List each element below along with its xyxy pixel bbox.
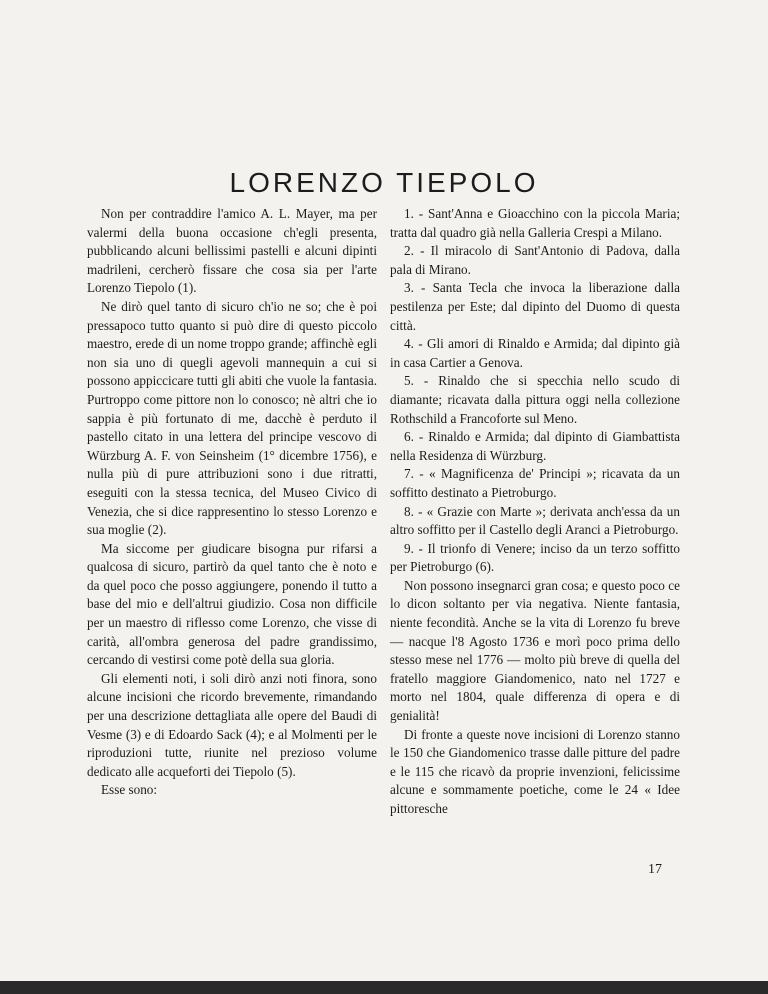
page-number: 17 <box>648 862 662 877</box>
list-item: 3. - Santa Tecla che invoca la liberazione dalla pestilenza per Este; dal dipinto del Duomo di questa città. <box>390 280 680 333</box>
list-item: 8. - « Grazie con Marte »; derivata anch'essa da un altro soffitto per il Castello degli Aranci a Pietroburgo. <box>390 503 680 538</box>
paragraph: Gli elementi noti, i soli dirò anzi noti finora, sono alcune incisioni che ricordo brevemente, rimandando per una descrizione dettagliata alle opere del Baudi di Vesme (3) e di Edoardo Sack (4); e al Molmenti per le riproduzioni tutte, riunite nel prezioso volume dedicato alle acqueforti dei Tiepolo (5). <box>87 670 377 779</box>
paragraph: Non possono insegnarci gran cosa; e questo poco ce lo dicon soltanto per via negativa. Niente fantasia, niente fecondità. Anche se la vita di Lorenzo fu breve — nacque l'8 Agosto 1736 e morì poco prima dello stesso mese nel 1776 — molto più breve di quella del fratello maggiore Giandomenico, nato nel 1727 e morto nel 1804, quale differenza di opera e di genialità! <box>390 577 680 724</box>
paragraph: Non per contraddire l'amico A. L. Mayer, ma per valermi della buona occasione ch'egli presenta, pubblicando alcuni bellissimi pastelli e alcuni dipinti madrileni, cercherò fissare che cosa sia per l'arte Lorenzo Tiepolo (1). <box>87 206 377 296</box>
right-column <box>390 205 680 819</box>
paragraph: Ne dirò quel tanto di sicuro ch'io ne so; che è poi pressapoco tutto quanto si può dire di questo piccolo maestro, erede di un nome troppo grande; affinchè egli non sia uno di quegli agevoli mannequin a cui si possono appiccicare tutti gli abiti che vuole la fantasia. Purtroppo come pittore non lo conosco; nè altri che io sappia è più fortunato di me, dacchè è perduto il pastello citato in una lettera del principe vescovo di Würzburg A. F. von Seinsheim (1° dicembre 1756), e nulla più di pure attribuzioni sono i due ritratti, eseguiti con la stessa tecnica, del Museo Civico di Venezia, che si dice rappresentino lo stesso Lorenzo e sua moglie (2). <box>87 298 377 538</box>
list-item: 5. - Rinaldo che si specchia nello scudo di diamante; ricavata dalla pittura oggi nella collezione Rothschild a Francoforte sul Meno. <box>390 373 680 426</box>
list-item: 4. - Gli amori di Rinaldo e Armida; dal dipinto già in casa Cartier a Genova. <box>390 336 680 370</box>
article-title: LORENZO TIEPOLO <box>229 166 539 198</box>
paragraph: Di fronte a queste nove incisioni di Lorenzo stanno le 150 che Giandomenico trasse dalle pitture del padre e le 115 che ricavò da proprie invenzioni, felicissime alcune e sommamente poetiche, come le 24 « Idee pittoresche <box>390 726 680 816</box>
paragraph: Ma siccome per giudicare bisogna pur rifarsi a qualcosa di sicuro, partirò da quel tanto che è noto e da quel poco che posso aggiungere, ponendo il tutto a base del mio e dell'altrui giudizio. Cosa non difficile per un maestro di riflesso come Lorenzo, che visse di carità, all'ombra generosa del padre grandissimo, cercando di vestirsi come potè della sua gloria. <box>87 540 377 668</box>
list-item: 7. - « Magnificenza de' Principi »; ricavata da un soffitto destinato a Pietroburgo. <box>390 466 680 500</box>
paragraph: Esse sono: <box>101 782 158 798</box>
scan-edge <box>0 981 768 994</box>
list-item: 2. - Il miracolo di Sant'Antonio di Padova, dalla pala di Mirano. <box>390 243 680 277</box>
list-item: 9. - Il trionfo di Venere; inciso da un terzo soffitto per Pietroburgo (6). <box>390 540 680 575</box>
list-item: 1. - Sant'Anna e Gioacchino con la piccola Maria; tratta dal quadro già nella Galleria Crespi a Milano. <box>390 206 680 240</box>
left-column <box>87 205 377 800</box>
list-item: 6. - Rinaldo e Armida; dal dipinto di Giambattista nella Residenza di Würzburg. <box>390 429 680 463</box>
